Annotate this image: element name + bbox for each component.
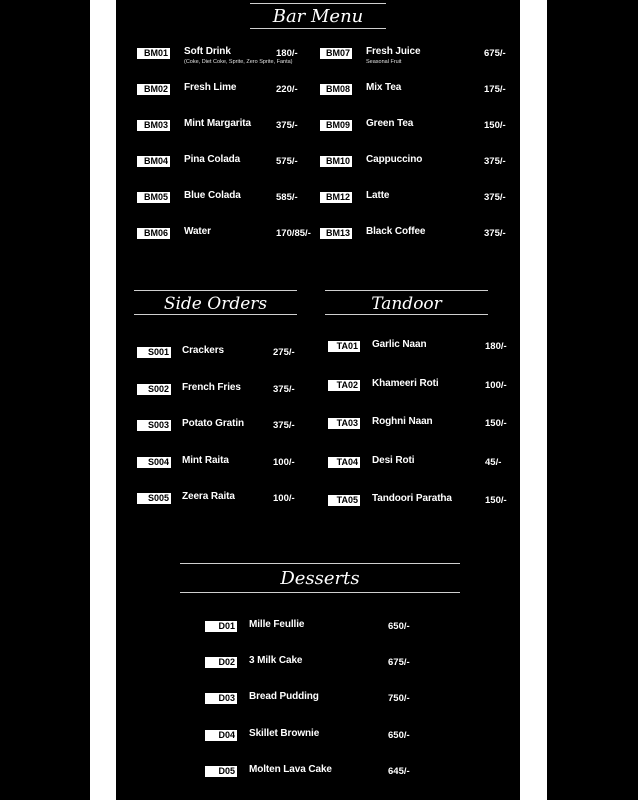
item-name: Zeera Raita (182, 491, 235, 502)
item-name: Fresh Juice (366, 46, 421, 57)
item-code: BM03 (137, 120, 170, 131)
item-code: BM02 (137, 84, 170, 95)
item-name: Molten Lava Cake (249, 763, 332, 775)
item-code: S004 (137, 457, 171, 468)
item-code: BM13 (320, 228, 352, 239)
item-code: S005 (137, 493, 171, 504)
side-orders-rule-top (134, 290, 297, 291)
side-orders-title: Side Orders (163, 294, 268, 314)
tandoor-title: Tandoor (371, 294, 442, 314)
item-price: 585/- (276, 192, 298, 203)
item-name: Fresh Lime (184, 82, 237, 93)
item-subtitle: (Coke, Diet Coke, Sprite, Zero Sprite, Fanta) (184, 59, 293, 65)
item-price: 45/- (485, 456, 502, 468)
item-price: 750/- (388, 693, 410, 705)
item-price: 150/- (485, 495, 507, 506)
item-name: Water (184, 226, 211, 237)
right-white-border (520, 0, 547, 800)
bar-menu-title: Bar Menu (272, 6, 364, 27)
item-code: BM05 (137, 192, 170, 203)
item-price: 375/- (276, 120, 298, 131)
item-price: 170/85/- (276, 228, 311, 239)
item-code: D01 (205, 621, 237, 632)
item-code: BM09 (320, 120, 352, 131)
item-name: Mint Margarita (184, 118, 251, 129)
item-code: BM07 (320, 48, 352, 59)
item-price: 375/- (484, 156, 506, 167)
item-name: Khameeri Roti (372, 377, 439, 389)
bar-menu-rule-top (250, 3, 386, 4)
item-name: Green Tea (366, 118, 414, 129)
item-code: S003 (137, 420, 171, 431)
item-name: Mix Tea (366, 82, 402, 93)
tandoor-rule-top (325, 290, 488, 291)
item-name: Black Coffee (366, 226, 426, 237)
tandoor-rule-bottom (325, 314, 488, 315)
item-name: Blue Colada (184, 190, 241, 201)
item-price: 650/- (388, 621, 410, 632)
item-price: 275/- (273, 347, 295, 358)
desserts-rule-bottom (180, 592, 460, 593)
item-code: S002 (137, 384, 171, 395)
item-code: BM04 (137, 156, 170, 167)
item-name: Cappuccino (366, 154, 423, 165)
item-code: D03 (205, 693, 237, 704)
desserts-title: Desserts (280, 568, 360, 589)
item-price: 675/- (388, 657, 410, 669)
item-price: 645/- (388, 765, 410, 777)
item-code: TA02 (328, 380, 360, 391)
item-price: 575/- (276, 156, 298, 167)
item-code: D04 (205, 730, 237, 741)
item-name: Crackers (182, 345, 225, 356)
item-price: 675/- (484, 48, 506, 59)
item-name: Roghni Naan (372, 416, 433, 427)
item-name: Pina Colada (184, 154, 241, 165)
item-code: BM12 (320, 192, 352, 203)
item-name: Bread Pudding (249, 691, 319, 703)
item-price: 175/- (484, 84, 506, 95)
item-name: French Fries (182, 381, 241, 393)
side-orders-rule-bottom (134, 314, 297, 315)
item-price: 100/- (273, 456, 295, 468)
item-name: Skillet Brownie (249, 727, 320, 739)
item-name: Soft Drink (184, 46, 231, 57)
item-subtitle: Seasonal Fruit (366, 59, 402, 65)
item-code: S001 (137, 347, 171, 358)
item-code: D02 (205, 657, 237, 668)
item-code: TA05 (328, 495, 360, 506)
item-price: 375/- (273, 420, 295, 431)
item-name: Desi Roti (372, 454, 415, 466)
item-price: 375/- (484, 228, 506, 239)
item-name: Latte (366, 190, 390, 201)
item-price: 180/- (276, 48, 298, 59)
item-code: BM10 (320, 156, 352, 167)
item-code: BM08 (320, 84, 352, 95)
item-price: 375/- (273, 383, 295, 395)
item-name: 3 Milk Cake (249, 655, 303, 667)
item-price: 220/- (276, 84, 298, 95)
left-white-border (90, 0, 116, 800)
item-name: Potato Gratin (182, 418, 245, 429)
item-code: TA04 (328, 457, 360, 468)
item-name: Garlic Naan (372, 339, 427, 350)
item-price: 150/- (485, 418, 507, 429)
desserts-rule-top (180, 563, 460, 564)
item-code: TA01 (328, 341, 360, 352)
item-price: 650/- (388, 729, 410, 741)
item-code: TA03 (328, 418, 360, 429)
item-name: Tandoori Paratha (372, 493, 452, 504)
item-price: 375/- (484, 192, 506, 203)
item-code: BM01 (137, 48, 170, 59)
item-code: D05 (205, 766, 237, 777)
item-name: Mille Feullie (249, 619, 305, 630)
item-name: Mint Raita (182, 454, 229, 466)
item-price: 180/- (485, 341, 507, 352)
item-code: BM06 (137, 228, 170, 239)
item-price: 100/- (273, 493, 295, 504)
item-price: 100/- (485, 379, 507, 391)
item-price: 150/- (484, 120, 506, 131)
bar-menu-rule-bottom (250, 28, 386, 29)
